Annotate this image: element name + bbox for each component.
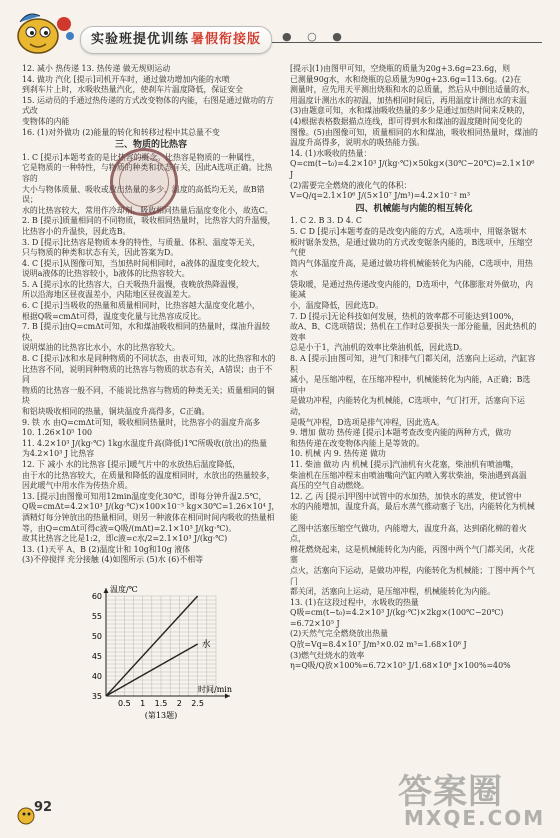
answer-line: 大小与物体质量、吸收或放出热量的多少、温度的高低均无关，故B错误； [22, 184, 265, 205]
answer-line: 4. C [提示]从图像可知，当加热时间相同时，a液体的温度变化较大， [22, 258, 265, 268]
answer-line: 说明煤油的比热容比水小，水的比热容较大。 [22, 343, 180, 353]
answer-line: 故A、B、C选项错误；热机在工作时总要损失一部分能量，因此热机的效率 [290, 322, 537, 342]
answer-line: 物质的比热容一般不同，不能说比热容与物质的种类无关；质量相同的铜块 [22, 385, 275, 406]
answer-line: 比热容不同，说明同种物质的比热容与物质的状态有关，A错误；由于不同 [22, 364, 273, 385]
answer-line: 14. 做功 汽化 [提示]司机开车时，通过做功增加内能的水喷 [22, 74, 230, 84]
answer-line: 为4.2×10³ J 比热容 [22, 449, 95, 459]
answer-line: 13. (1)天平 A、B (2)温度计和 10g和10g 液体 [22, 544, 191, 554]
series-label: 水 [201, 640, 211, 650]
y-tick-label: 40 [91, 672, 102, 681]
answer-line: 变物体的内能 [22, 116, 70, 126]
x-tick-label: 0.5 [117, 699, 131, 708]
answer-line: 到刹车片上时，水吸收热量汽化，使刹车片温度降低，保证安全 [22, 85, 243, 95]
answer-line: 5. A [提示]水的比热容大，白天吸热升温慢，夜晚放热降温慢， [22, 279, 244, 289]
section-heading: 四、机械能与内能的相互转化 [355, 203, 473, 214]
answer-line: V=Q/q=2.1×10⁶ J/(5×10⁷ J/m³)=4.2×10⁻² m³ [290, 191, 471, 201]
answer-line: (2)天然气完全燃烧放出热量 [290, 629, 388, 639]
answer-line: 只与物质的种类和状态有关，因此答案为D。 [22, 248, 179, 258]
answer-line: 9. 增加 做功 热传递 [提示]本题考查改变内能的两种方式，做功 [290, 428, 511, 438]
answer-line: 1. C [提示]本题考查的是比热容的概念。比热容是物质的一种属性， [22, 152, 260, 162]
answer-line: 乙图中活塞压缩空气做功，内能增大，温度升高，达到硝化棉的着火点， [290, 523, 527, 544]
section-heading: 三、物质的比热容 [114, 140, 187, 151]
answer-line: =6.72×10⁵ J [290, 618, 340, 628]
watermark-logo: 答案圈 [398, 772, 503, 812]
right-column [290, 64, 538, 672]
answer-line: 8. A [提示]由图可知，进气门和排气门都关闭，活塞向上运动，汽缸容积 [290, 354, 536, 374]
answer-line: η=Q吸/Q放×100%=6.72×10⁵ J/1.68×10⁶ J×100%=40% [290, 661, 511, 671]
answer-line: 和热传递在改变物体内能上是等效的。 [290, 438, 425, 448]
answer-line: 筒内气体温度升高，是通过做功将机械能转化为内能，C选项中，用热水 [290, 258, 533, 279]
answer-line: 袋取暖，是通过热传递改变内能的，D选项中，气体膨胀对外做功，内能减 [290, 279, 534, 300]
answer-line: 和铝块吸收相同的热量，铜块温度升高得多，C正确。 [22, 407, 210, 416]
x-axis-label: 时间/min [198, 685, 232, 694]
answer-line: 12. 减小 热传递 13. 热传递 做无规则运动 [22, 64, 171, 73]
answer-line: 12. 乙 丙 [提示]甲图中试管中的水加热，加快水的蒸发，使试管中 [290, 491, 522, 501]
answer-line: (3)不停搅拌 充分接触 (4)如图所示 (5)水 (6)不相等 [22, 555, 203, 565]
mascot-icon [14, 6, 76, 58]
answer-line: 15. 运动员的手通过热传递的方式改变物体的内能，右图是通过做功的方式改 [22, 95, 274, 116]
answer-line: 是吸气冲程，D选项是排气冲程，因此选A。 [290, 417, 445, 427]
answer-line: 是做功冲程，内能转化为机械能，C选项中，气门打开，活塞向下运动， [290, 396, 525, 416]
answer-line: 7. D [提示]无论科技如何发展，热机的效率都不可能达到100%， [290, 311, 520, 321]
answer-line: 所以沿海地区昼夜温差小，内陆地区昼夜温差大。 [22, 290, 196, 300]
answer-line: 用温度计测出水的初温，加热相同时间后，再用温度计测出水的末温 [290, 95, 527, 105]
y-axis-label: 温度/℃ [110, 585, 138, 594]
answer-line: (3)由题意可知，水和煤油吸收热量的多少是通过加热时间来反映的， [290, 106, 531, 116]
answer-line: 12. 下 减小 水的比热容 [提示]暖气片中的水放热后温度降低， [22, 459, 241, 469]
page-number: 92 [34, 800, 53, 815]
x-tick-label: 2.5 [191, 699, 205, 708]
answer-line: 总是小于1，汽油机的效率比柴油机低，因此选D。 [290, 343, 468, 353]
answer-line: 故其比热容之比是1:2，即c液=c水/2=2.1×10³ J/(kg·℃) [22, 534, 228, 544]
chart-svg [70, 582, 260, 722]
answer-line: Q吸=cm(t−t₀)=4.2×10³ J/(kg·℃)×2kg×(100℃−20℃) [290, 608, 504, 618]
banner-subtitle: 暑假衔接版 [191, 32, 262, 47]
answer-line: 因此暖气中用水作为传热介质。 [22, 481, 133, 491]
header-rule [272, 42, 542, 43]
answer-line: 11. 4.2×10³ J/(kg·℃) 1kg水温度升高(降低)1℃所吸收(放出)的热量 [22, 438, 267, 448]
y-tick-label: 55 [91, 612, 102, 621]
left-column [22, 64, 280, 566]
answer-line: Q=cm(t−t₀)=4.2×10³ J/(kg·℃)×50kg×(30℃−20℃)=2.1×10⁶ J [290, 159, 535, 179]
answer-line: 减小，是压缩冲程，在压缩冲程中，机械能转化为内能，A正确；B选项中 [290, 375, 531, 395]
y-axis-arrow [104, 588, 109, 593]
answer-line: 13. [提示]由图像可知用12min温度变化30℃，即每分钟升温2.5℃， [22, 491, 267, 501]
answer-line: 图像。(5)由图像可知，质量相同的水和煤油，吸收相同热量时，煤油的 [290, 127, 538, 137]
answer-line: 等，由Q=cmΔt可得c液=Q吸/(mΔt)=2.1×10³ J/(kg·℃)。 [22, 523, 237, 533]
answer-line: 16. (1)对外做功 (2)能量的转化和转移过程中其总量不变 [22, 127, 220, 137]
watermark-url: MXQE.COM [404, 806, 546, 830]
answer-line: 小，温度降低，因此选D。 [290, 301, 384, 311]
x-tick-label: 1.5 [154, 699, 168, 708]
answer-line: 13. (1)在这段过程中，水吸收的热量 [290, 597, 419, 607]
y-tick-label: 35 [91, 692, 102, 701]
answer-line: 6. C [提示]当吸收的热量和质量相同时，比热容越大温度变化越小， [22, 301, 260, 311]
answer-line: [提示](1)由图甲可知，空烧瓶的质量为20g+3.6g=23.6g，则 [290, 64, 511, 73]
answer-line: 3. D [提示]比热容是物质本身的特性，与质量、体积、温度等无关， [22, 237, 261, 247]
answer-line: 11. 柴油 做功 内 机械 [提示]汽油机有火花塞，柴油机有喷油嘴， [290, 459, 519, 469]
header-dots: ● ○ ● [282, 30, 348, 43]
answer-line: 测量时，应先用天平测出烧瓶和水的总质量，然后从中倒出适量的水， [290, 85, 535, 95]
answer-line: 板时锯条发热，是通过做功的方式改变锯条内能的，B选项中，压缩空气使 [290, 237, 533, 258]
answer-line: 1. C 2. B 3. D 4. C [290, 216, 362, 226]
x-axis-arrow [225, 694, 230, 699]
answer-line: 根据Q吸=cmΔt可得，温度变化量与比热容成反比。 [22, 311, 206, 321]
answer-line: 温度升高得多，说明水的吸热能力强。 [290, 138, 425, 148]
answer-line: 棉花燃烧起来，这是机械能转化为内能，丙图中两个气门都关闭，火花塞 [290, 544, 535, 565]
answer-line: 14. (1)水吸收的热量： [290, 148, 372, 158]
answer-line: 7. B [提示]由Q=cmΔt可知，水和煤油吸收相同的热量时，煤油升温较快， [22, 322, 270, 342]
answer-line: 5. C D [提示]本题考查的是改变内能的方式，A选项中，用锯条锯木 [290, 226, 527, 236]
answer-line: 柴油机在压缩冲程末由喷油嘴向汽缸内喷入雾状柴油，柴油遇到高温 [290, 470, 527, 480]
chart-caption: (第13题) [144, 711, 178, 720]
watermark [398, 764, 548, 834]
y-tick-label: 45 [91, 652, 102, 661]
x-tick-label: 1 [140, 699, 146, 708]
answer-line: (4)根据表格数据描点连线，即可得到水和煤油的温度随时间变化的 [290, 116, 523, 126]
page-header [0, 0, 560, 62]
answer-line: 由于水的比热容较大，在质量和降低的温度相同时，水放出的热量较多， [22, 470, 275, 480]
temperature-time-chart [70, 582, 260, 722]
answer-line: 2. B [提示]质量相同的不同物质，吸收相同热量时，比热容大的升温慢， [22, 216, 276, 226]
answer-line: 水的内能增加，温度升高，最后水蒸气推动塞子飞出，内能转化为机械能 [290, 502, 535, 522]
answer-line: 10. 机械 内 9. 热传递 做功 [290, 449, 386, 459]
answer-line: 点火，活塞向下运动，是做功冲程，内能转化为机械能；丁图中两个气门 [290, 565, 535, 586]
header-banner [80, 26, 272, 54]
answer-line: 都关闭，活塞向上运动，是压缩冲程，机械能转化为内能。 [290, 587, 496, 597]
answer-line: 已测量90g水，水和烧瓶的总质量为90g+23.6g=113.6g。(2)在 [290, 74, 522, 84]
answer-line: 比热容小的升温快，因此选B。 [22, 226, 131, 236]
answer-line: 水的比热容较大，常用作冷却剂，吸收相同热量后温度变化小，故选C。 [22, 205, 273, 215]
answer-line: 8. C [提示]冰和水是同种物质的不同状态，由表可知，冰的比热容和水的 [22, 354, 276, 364]
answer-line: Q放=Vq=8.4×10⁷ J/m³×0.02 m³=1.68×10⁶ J [290, 640, 467, 650]
x-tick-label: 2 [176, 699, 182, 708]
answer-line: (2)需要完全燃烧的液化气的体积： [290, 180, 412, 190]
answer-line: 它是物质的一种特性，与物质的种类和状态有关，因此A选项正确。比热容的 [22, 163, 273, 183]
answer-line: 说明a液体的比热容较小，b液体的比热容较大。 [22, 269, 190, 279]
answer-line: 10. 1.26×10⁵ 100 [22, 428, 93, 438]
answer-line: (3)燃气灶烧水的效率 [290, 650, 365, 660]
answer-line: 酒精灯每分钟放出的热量相同，则另一种液体在相同时间内吸收的热量相 [22, 512, 275, 522]
banner-title: 实验班提优训练 [90, 32, 189, 47]
answer-line: Q吸=cmΔt=4.2×10³ J/(kg·℃)×100×10⁻³ kg×30℃=1.26×10⁴ J， [22, 502, 280, 512]
y-tick-label: 50 [91, 632, 102, 641]
answer-line: 高压的空气自动燃烧。 [290, 481, 369, 491]
answer-line: 9. 铁 水 由Q=cmΔt可知，吸收相同热量时，比热容小的温度升高多 [22, 417, 261, 427]
y-tick-label: 60 [91, 592, 102, 601]
